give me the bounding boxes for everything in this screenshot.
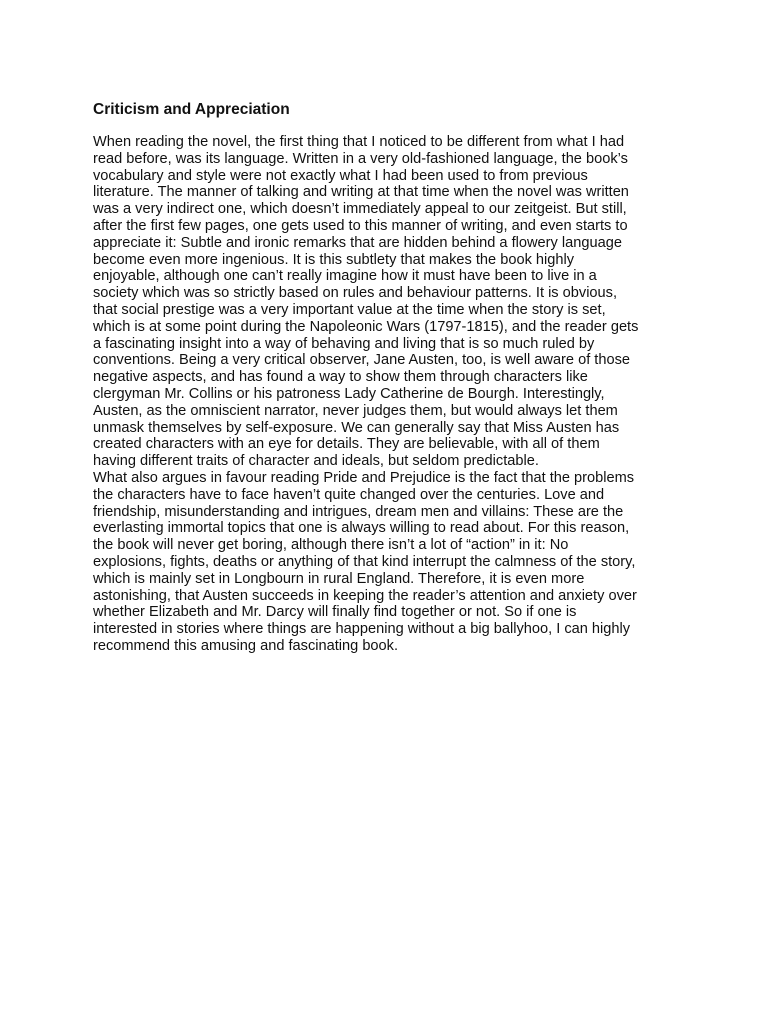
text-line: What also argues in favour reading Pride and Prejudice is the fact that the problems [93, 469, 635, 486]
text-line: negative aspects, and has found a way to show them through characters like [93, 369, 588, 386]
text-line: everlasting immortal topics that one is always willing to read about. For this reason, [93, 520, 630, 537]
text-line: clergyman Mr. Collins or his patroness Lady Catherine de Bourgh. Interestingly, [93, 385, 605, 402]
text-line: enjoyable, although one can’t really imagine how it must have been to live in a [93, 268, 597, 285]
text-line: read before, was its language. Written in a very old-fashioned language, the book’s [93, 150, 628, 167]
text-line: become even more ingenious. It is this subtlety that makes the book highly [93, 251, 575, 268]
text-line: vocabulary and style were not exactly what I had been used to from previous [93, 167, 588, 184]
text-line: friendship, misunderstanding and intrigues, dream men and villains: These are the [93, 503, 624, 520]
text-line: having different traits of character and ideals, but seldom predictable. [93, 453, 539, 470]
text-line: appreciate it: Subtle and ironic remarks that are hidden behind a flowery language [93, 234, 622, 251]
text-line: interested in stories where things are happening without a big ballyhoo, I can highly [93, 621, 631, 638]
text-line: Austen, as the omniscient narrator, never judges them, but would always let them [93, 402, 618, 419]
text-line: society which was so strictly based on rules and behaviour patterns. It is obvious, [93, 285, 618, 302]
text-line: whether Elizabeth and Mr. Darcy will finally find together or not. So if one is [93, 604, 577, 621]
text-line: When reading the novel, the first thing that I noticed to be different from what I had [93, 134, 625, 150]
text-line: which is mainly set in Longbourn in rural England. Therefore, it is even more [93, 570, 585, 587]
text-line: literature. The manner of talking and writing at that time when the novel was written [93, 184, 629, 201]
text-line: was a very indirect one, which doesn’t immediately appeal to our zeitgeist. But still, [93, 201, 627, 218]
text-line: astonishing, that Austen succeeds in keeping the reader’s attention and anxiety over [93, 587, 637, 604]
text-line: the characters have to face haven’t quite changed over the centuries. Love and [93, 486, 605, 503]
text-line: recommend this amusing and fascinating book. [93, 637, 399, 654]
text-line: explosions, fights, deaths or anything of that kind interrupt the calmness of the story, [93, 553, 636, 570]
paragraph-2 [93, 470, 685, 655]
text-line: which is at some point during the Napoleonic Wars (1797-1815), and the reader gets [93, 318, 639, 335]
paragraph-1 [93, 134, 685, 470]
text-line: created characters with an eye for details. They are believable, with all of them [93, 436, 600, 453]
text-line: the book will never get boring, although there isn’t a lot of “action” in it: No [93, 537, 569, 554]
text-line: unmask themselves by self-exposure. We can generally say that Miss Austen has [93, 419, 620, 436]
text-line: a fascinating insight into a way of behaving and living that is so much ruled by [93, 335, 595, 352]
text-line: that social prestige was a very important value at the time when the story is set, [93, 301, 606, 318]
text-line: conventions. Being a very critical observer, Jane Austen, too, is well aware of those [93, 352, 631, 369]
text-line: after the first few pages, one gets used to this manner of writing, and even starts to [93, 217, 628, 234]
document-body [93, 100, 685, 655]
section-heading: Criticism and Appreciation [93, 101, 290, 118]
